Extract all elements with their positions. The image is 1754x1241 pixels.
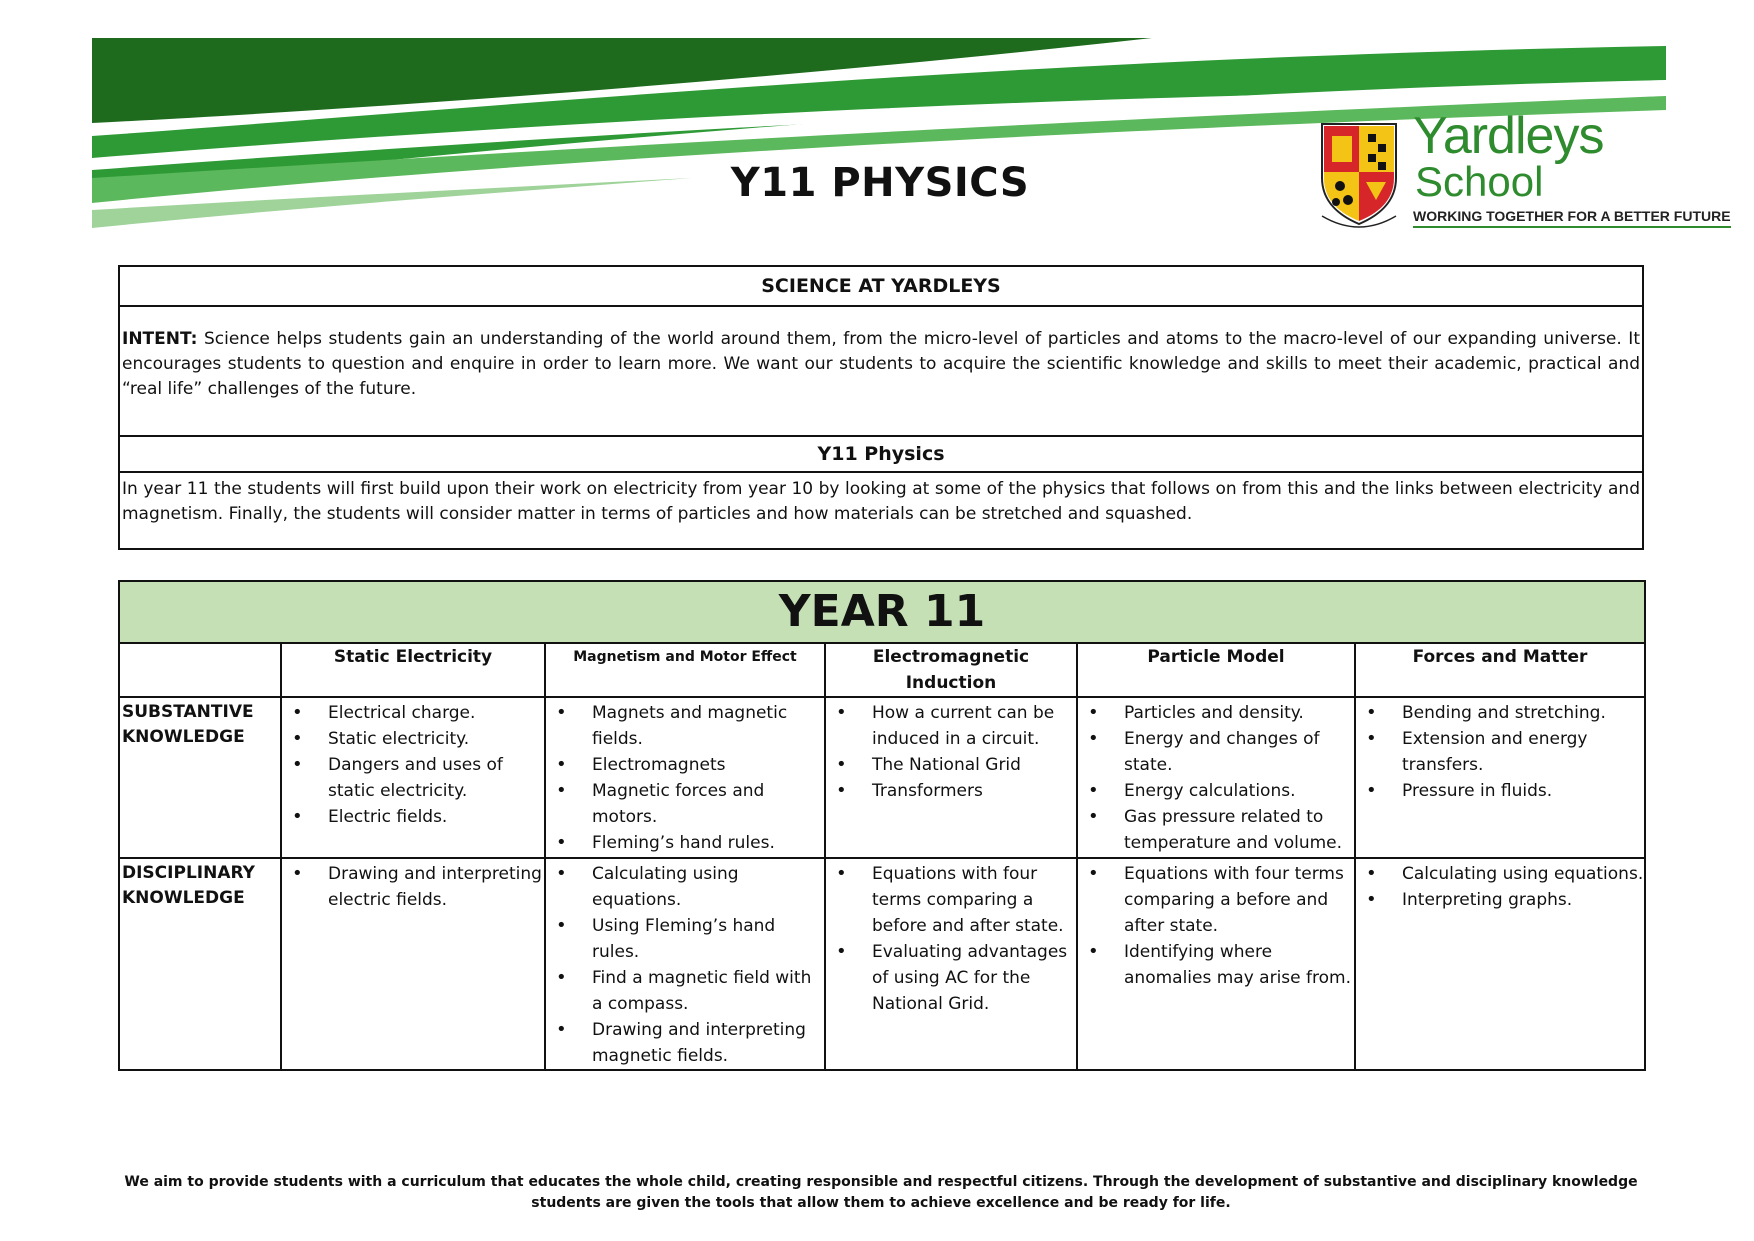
list-item: • Interpreting graphs. [1356,887,1644,913]
column-header: Particle Model [1077,643,1355,697]
list-item: • Magnetic forces and motors. [546,778,824,830]
list-item: • Find a magnetic field with a compass. [546,965,824,1017]
school-logo [1318,107,1731,235]
list-item: • How a current can be induced in a circuit. [826,700,1076,752]
row-label: SUBSTANTIVE KNOWLEDGE [119,697,281,858]
logo-sub: School [1415,158,1544,205]
list-item: • Electric fields. [282,804,544,830]
logo-tagline: WORKING TOGETHER FOR A BETTER FUTURE [1413,206,1731,228]
intent-label: INTENT: [122,329,198,349]
list-item: • Energy and changes of state. [1078,726,1354,778]
list-item: • The National Grid [826,752,1076,778]
science-heading: SCIENCE AT YARDLEYS [120,267,1642,307]
table-cell [281,858,545,1070]
list-item: • Pressure in fluids. [1356,778,1644,804]
year-11-curriculum-table [118,580,1646,1071]
table-cell [281,697,545,858]
list-item: • Using Fleming’s hand rules. [546,913,824,965]
list-item: • Dangers and uses of static electricity. [282,752,544,804]
table-cell [1355,858,1645,1070]
intent-paragraph [120,307,1642,437]
intent-text: Science helps students gain an understanding of the world around them, from the micro-level of particles and atoms to the macro-level of our expanding universe. It encourages students to question and enquire in order to learn more. We want our students to acquire the scientific knowledge and skills to meet their academic, practical and “real life” challenges of the future. [122,329,1640,399]
list-item: • Particles and density. [1078,700,1354,726]
column-header: Static Electricity [281,643,545,697]
table-cell [825,697,1077,858]
school-crest-icon [1318,120,1400,230]
list-item: • Evaluating advantages of using AC for the National Grid. [826,939,1076,1017]
list-item: • Equations with four terms comparing a before and after state. [826,861,1076,939]
column-header: Magnetism and Motor Effect [545,643,825,697]
footer-statement: We aim to provide students with a curriculum that educates the whole child, creating responsible and respectful citizens. Through the development of substantive and disciplinary knowledge students are given the tools that allow them to achieve excellence and be ready for life. [124,1174,1638,1211]
table-cell [1077,697,1355,858]
y11-physics-text: In year 11 the students will first build upon their work on electricity from year 10 by looking at some of the physics that follows on from this and the links between electricity and magnetism. Finally, the students will consider matter in terms of particles and how materials can be stretched and squashed. [122,479,1640,524]
table-cell [1077,858,1355,1070]
list-item: • Energy calculations. [1078,778,1354,804]
row-label: DISCIPLINARY KNOWLEDGE [119,858,281,1070]
page-title: Y11 PHYSICS [730,160,1030,206]
table-row [119,697,1645,858]
list-item: • Equations with four terms comparing a before and after state. [1078,861,1354,939]
list-item: • Transformers [826,778,1076,804]
column-header: Forces and Matter [1355,643,1645,697]
list-item: • Drawing and interpreting electric fields. [282,861,544,913]
list-item: • Calculating using equations. [546,861,824,913]
table-row [119,858,1645,1070]
science-intent-box [118,265,1644,550]
year-title: YEAR 11 [119,581,1645,643]
table-cell [1355,697,1645,858]
list-item: • Fleming’s hand rules. [546,830,824,856]
y11-physics-heading: Y11 Physics [120,437,1642,473]
list-item: • Identifying where anomalies may arise from. [1078,939,1354,991]
logo-name: Yardleys [1413,107,1604,165]
column-header-row [119,643,1645,697]
list-item: • Magnets and magnetic fields. [546,700,824,752]
list-item: • Bending and stretching. [1356,700,1644,726]
logo-wordmark [1413,107,1731,228]
list-item: • Static electricity. [282,726,544,752]
table-cell [825,858,1077,1070]
list-item: • Electromagnets [546,752,824,778]
column-header-empty [119,643,281,697]
list-item: • Extension and energy transfers. [1356,726,1644,778]
list-item: • Drawing and interpreting magnetic fields. [546,1017,824,1069]
list-item: • Electrical charge. [282,700,544,726]
list-item: • Gas pressure related to temperature and volume. [1078,804,1354,856]
column-header: Electromagnetic Induction [825,643,1077,697]
table-cell [545,697,825,858]
list-item: • Calculating using equations. [1356,861,1644,887]
table-cell [545,858,825,1070]
